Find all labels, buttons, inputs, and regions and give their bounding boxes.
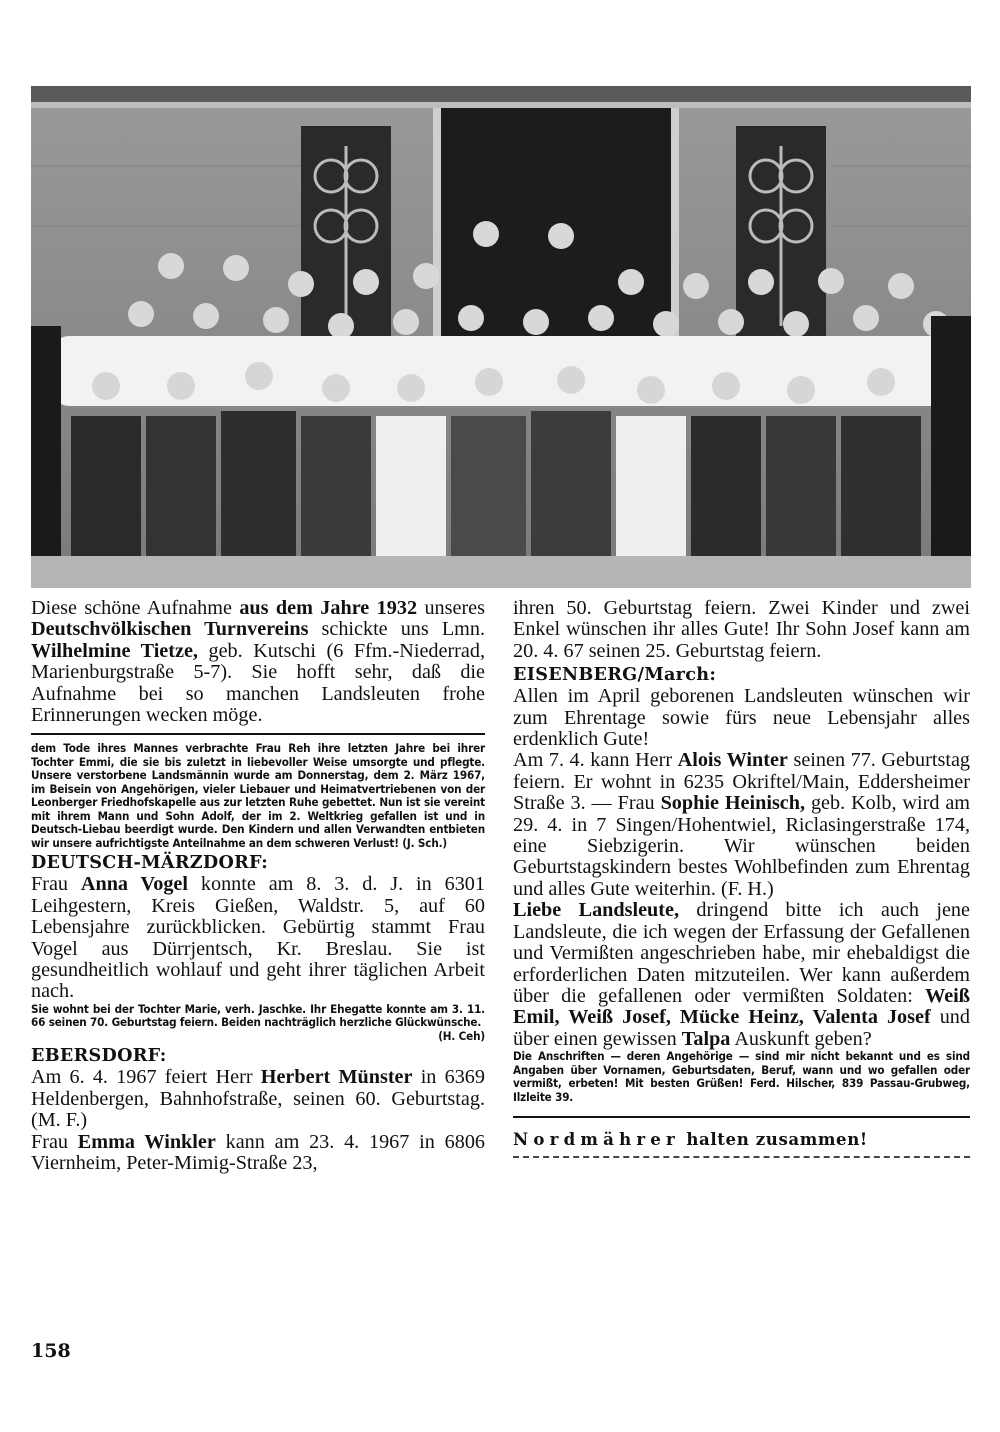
slogan: Nordmährer halten zusammen! xyxy=(513,1129,868,1150)
ebersdorf-text-2: Frau Emma Winkler kann am 23. 4. 1967 in 6806 Viernheim, Peter-Mimig-Straße 23, xyxy=(31,1130,486,1174)
section-heading-eisenberg: EISENBERG/March: xyxy=(513,664,717,686)
slogan-rule-top xyxy=(513,1116,970,1118)
signature: (H. Ceh) xyxy=(438,1028,485,1043)
photo-caption: Diese schöne Aufnahme aus dem Jahre 1932 unseres Deutschvölkischen Turnvereins schickte uns Lmn. Wilhelmine Tietze, geb. Kutschi (6 Ffm.-Niederrad, Marienburgstraße 5-7). Sie hofft sehr, daß die Aufnahme bei so manchen Landsleuten frohe Erinnerungen wecken möge. xyxy=(31,597,485,727)
appeal-note: Die Anschriften — deren Angehörige — sind mir nicht bekannt und es sind Angaben über Vornamen, Geburtsdaten, Beruf, wann und wo gefallen oder vermißt, erbeten! Mit besten Grüßen! Ferd. Hilscher, 839 Passau-Grubweg, Ilzleite 39. xyxy=(513,1049,970,1104)
eisenberg-text-1: Allen im April geborenen Landsleuten wünschen wir zum Ehrentage sowie fürs neue Lebensjahr alles erdenklich Gute! xyxy=(513,685,970,751)
deutsch-maerzdorf-text: Frau Anna Vogel konnte am 8. 3. d. J. in 6301 Leihgestern, Kreis Gießen, Waldstr. 5, auf 60 Lebensjahre zurückblicken. Gebürtig stammt Frau Vogel aus Dürrjentsch, Kr. Breslau. Sie ist gesundheitlich wohlauf und geht ihrer täglichen Arbeit nach. xyxy=(31,873,485,1003)
appeal-text: Liebe Landsleute, dringend bitte ich auch jene Landsleute, die ich wegen der Erfassung der Gefallenen und Vermißten angeschrieben habe, mir ehebaldigst die erforderlichen Daten mitzuteilen. Wer kann außerdem über die gefallenen oder vermißten Soldaten: Weiß Emil, Weiß Josef, Mücke Heinz, Valenta Josef und über einen gewissen Talpa Auskunft geben? xyxy=(513,899,970,1050)
section-divider xyxy=(31,733,485,735)
deutsch-maerzdorf-note: Sie wohnt bei der Tochter Marie, verh. Jaschke. Ihr Ehegatte konnte am 3. 11. 66 seinen 70. Geburtstag feiern. Beiden nachträglich herzliche Glückwünsche. xyxy=(31,1001,485,1030)
left-column xyxy=(31,598,485,1174)
ebersdorf-text-1: Am 6. 4. 1967 feiert Herr Herbert Münster in 6369 Heldenbergen, Bahnhofstraße, seinen 60. Geburtstag. (M. F.) xyxy=(31,1066,485,1132)
section-heading-ebersdorf: EBERSDORF: xyxy=(31,1045,167,1067)
continued-text: ihren 50. Geburtstag feiern. Zwei Kinder und zwei Enkel wünschen ihr alles Gute! Ihr Sohn Josef kann am 20. 4. 67 seinen 25. Geburtstag feiern. xyxy=(513,597,970,662)
right-column xyxy=(513,598,970,1158)
group-photo xyxy=(31,86,971,588)
obituary-text: dem Tode ihres Mannes verbrachte Frau Reh ihre letzten Jahre bei ihrer Tochter Emmi, die sie bis zuletzt in liebevoller Weise umsorgte und pflegte. Unsere verstorbene Landsmännin wurde am Donnerstag, dem 2. März 1967, im Beisein von Angehörigen, vieler Liebauer und Heimatvertriebenen von der Leonberger Friedhofskapelle aus zur letzten Ruhe gebettet. Nun ist sie vereint mit ihrem Mann und Sohn Adolf, der im 2. Weltkrieg gefallen ist und in Deutsch-Liebau beerdigt wurde. Den Kindern und allen Verwandten entbieten wir unsere aufrichtigste Anteilnahme an dem schweren Verlust! (J. Sch.) xyxy=(31,741,485,850)
slogan-rule-bottom xyxy=(513,1156,970,1158)
section-heading-deutsch-maerzdorf: DEUTSCH-MÄRZDORF: xyxy=(31,852,268,874)
eisenberg-text-2: Am 7. 4. kann Herr Alois Winter seinen 77. Geburtstag feiern. Er wohnt in 6235 Okriftel/Main, Eddersheimer Straße 3. — Frau Sophie Heinisch, geb. Kolb, wird am 29. 4. in 7 Singen/Hohentwiel, Riclasingerstraße 174, eine Siebzigerin. Wir wünschen beiden Geburtstagskindern bestes Wohlbefinden zum Ehrentag und alles Gute weiterhin. (F. H.) xyxy=(513,749,970,900)
page-number: 158 xyxy=(31,1340,71,1362)
